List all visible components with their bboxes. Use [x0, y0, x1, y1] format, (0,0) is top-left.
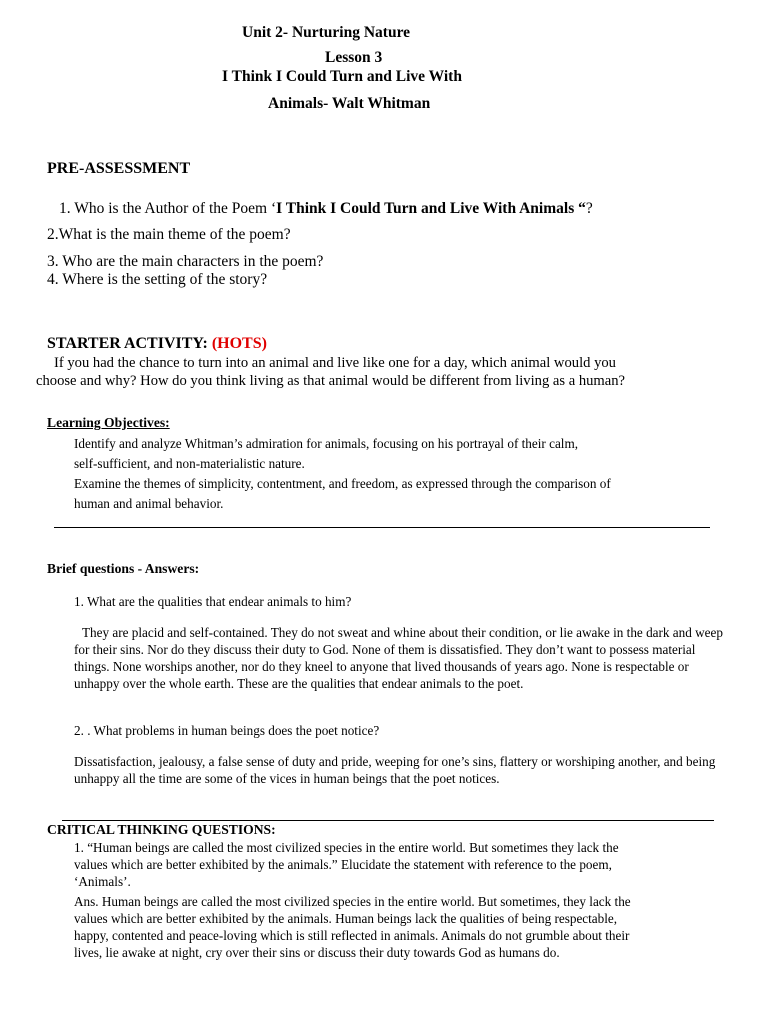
pre-assessment-q4: 4. Where is the setting of the story? [47, 271, 268, 288]
pre-assessment-heading: PRE-ASSESSMENT [47, 160, 191, 177]
q1-poem-title: I Think I Could Turn and Live With Animals “ [276, 200, 586, 217]
learning-objectives-heading: Learning Objectives: [47, 415, 170, 430]
pre-assessment-q3: 3. Who are the main characters in the poem? [47, 253, 324, 270]
brief-question-1: 1. What are the qualities that endear animals to him? [74, 594, 352, 609]
pre-assessment-q2: 2.What is the main theme of the poem? [47, 226, 291, 243]
pre-assessment-q1 [59, 200, 593, 218]
brief-answer-1: They are placid and self-contained. They do not sweat and whine about their condition, or lie awake in the dark and weep for their sins. Nor do they discuss their duty to God. None of them is dissatisfied. They don’t want to possess material things. None worships another, nor do they kneel to anyone that lived thousands of years ago. None is respectable or unhappy over the whole earth. These are the qualities that endear animals to the poet. [74, 625, 723, 691]
poem-title-line1: I Think I Could Turn and Live With [222, 68, 462, 85]
lesson-number: Lesson 3 [325, 49, 383, 66]
objective-2-line2: human and animal behavior. [74, 496, 224, 511]
q1-prefix: 1. Who is the Author of the Poem ‘ [59, 200, 277, 217]
brief-questions-heading: Brief questions - Answers: [47, 561, 200, 576]
starter-prompt-line2: choose and why? How do you think living as that animal would be different from living as a human? [36, 373, 626, 389]
critical-question-1: 1. “Human beings are called the most civilized species in the entire world. But sometimes they lack the values which are better exhibited by the animals.” Elucidate the statement with reference to the poem, ‘Animals’. [74, 840, 619, 889]
section-divider [54, 527, 710, 528]
brief-answer-2: Dissatisfaction, jealousy, a false sense of duty and pride, weeping for one’s sins, flattery or worshiping another, and being unhappy all the time are some of the vices in human beings that the poet notices. [74, 754, 716, 786]
brief-question-2: 2. . What problems in human beings does the poet notice? [74, 723, 380, 738]
hots-tag: (HOTS) [211, 335, 267, 352]
starter-activity-heading [47, 335, 267, 353]
poem-title-line2: Animals- Walt Whitman [268, 95, 431, 112]
critical-thinking-heading: CRITICAL THINKING QUESTIONS: [47, 822, 276, 837]
q1-suffix: ? [585, 200, 593, 217]
starter-label: STARTER ACTIVITY: [47, 335, 212, 352]
starter-prompt-line1: If you had the chance to turn into an animal and live like one for a day, which animal would you [54, 355, 616, 371]
objective-2-line1: Examine the themes of simplicity, contentment, and freedom, as expressed through the comparison of [74, 476, 611, 491]
unit-title: Unit 2- Nurturing Nature [242, 24, 411, 41]
critical-answer-1: Ans. Human beings are called the most civilized species in the entire world. But sometimes, they lack the values which are better exhibited by the animals. Human beings lack the qualities of being respectable, happy, contented and peace-loving which is still reflected in animals. Animals do not grumble about their lives, lie awake at night, cry over their sins or discuss their duty towards God as humans do. [74, 894, 631, 960]
objective-1-line1: Identify and analyze Whitman’s admiration for animals, focusing on his portrayal of their calm, [74, 436, 579, 451]
section-divider-2 [62, 820, 714, 821]
objective-1-line2: self-sufficient, and non-materialistic nature. [74, 456, 305, 471]
